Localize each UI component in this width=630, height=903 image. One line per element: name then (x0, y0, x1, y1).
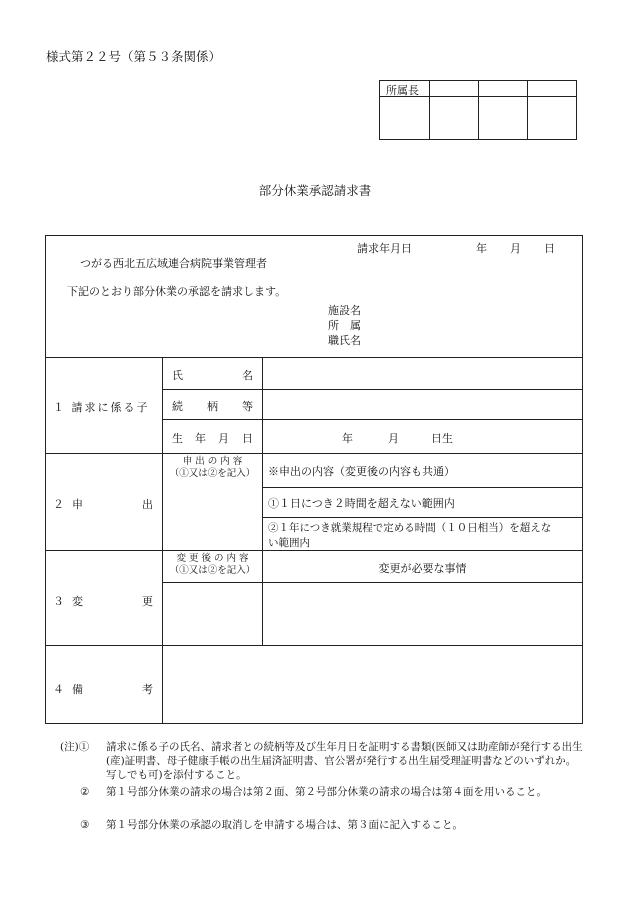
birthdate-label-1: 生 (172, 432, 183, 445)
stamp-column-line (429, 81, 430, 139)
request-statement: 下記のとおり部分休業の承認を請求します。 (67, 285, 287, 298)
row-divider (262, 487, 583, 488)
row-divider (162, 389, 583, 390)
row-divider (45, 550, 583, 551)
request-date-day: 日 (544, 242, 555, 255)
section2-label-a: 申 (72, 498, 83, 511)
relation-label-1: 続 (172, 400, 183, 413)
row-divider (262, 517, 583, 518)
request-date-year: 年 (476, 242, 487, 255)
section3-label-b: 更 (142, 595, 153, 608)
section3-number: ３ (53, 595, 64, 608)
department-label-1: 所 (328, 319, 339, 332)
request-date-label: 請求年月日 (357, 242, 412, 255)
document-title: 部分休業承認請求書 (258, 183, 372, 198)
facility-label: 施設名 (328, 304, 361, 317)
section4-number: ４ (53, 683, 64, 696)
section3-sub-line2: （①又は②を記入） (169, 565, 256, 576)
relation-label-3: 等 (242, 400, 253, 413)
note-2-mark: ② (80, 786, 90, 798)
note-2 (60, 785, 590, 813)
note-3 (60, 818, 590, 832)
option-2-line1: ②１年につき就業規程で定める時間（１０日相当）を超えな (268, 522, 552, 534)
department-label-2: 属 (350, 319, 361, 332)
birthdate-label-3: 月 (218, 432, 229, 445)
section3-label-a: 変 (72, 595, 83, 608)
application-content-note: ※申出の内容（変更後の内容も共通） (268, 465, 455, 478)
section2-label-b: 出 (142, 498, 153, 511)
request-date-month: 月 (510, 242, 521, 255)
note-1-text: 請求に係る子の氏名、請求者との続柄等及び生年月日を証明する書類(医師又は助産師が発行する出生(産)証明書、母子健康手帳の出生届済証明書、官公署が発行する出生届受理証明書などのいずれか。写しでも可)を添付すること。 (106, 741, 583, 781)
relation-label-2: 柄 (207, 400, 218, 413)
stamp-column-line (478, 81, 479, 139)
request-form-frame (45, 235, 583, 724)
addressee: つがる西北五広域連合病院事業管理者 (80, 257, 267, 270)
note-1-mark: (注)① (60, 741, 90, 753)
row-divider (45, 645, 583, 646)
note-1 (60, 740, 590, 782)
column-divider (262, 357, 263, 645)
section1-label: １ 請求に係る子 (53, 401, 150, 414)
section2-number: ２ (53, 498, 64, 511)
approval-label: 所属長 (386, 84, 419, 97)
birthdate-label-2: 年 (195, 432, 206, 445)
section3-sub-line1: 変 更 後 の 内 容 (176, 553, 249, 564)
column-divider (162, 357, 163, 724)
option-2-line2: い範囲内 (268, 537, 310, 549)
birth-day: 日生 (431, 432, 453, 445)
section2-sub-line2: （①又は②を記入） (169, 468, 256, 479)
stamp-column-line (527, 81, 528, 139)
note-3-text: 第１号部分休業の承認の取消しを申請する場合は、第３面に記入すること。 (106, 819, 463, 831)
note-2-text: 第１号部分休業の請求の場合は第２面、第２号部分休業の請求の場合は第４面を用いること。 (106, 786, 547, 798)
section4-label-b: 考 (142, 683, 153, 696)
reason-header: 変更が必要な事情 (378, 562, 467, 575)
row-divider (45, 357, 583, 358)
staff-name-label: 職氏名 (328, 334, 361, 347)
birth-year: 年 (342, 432, 353, 445)
option-1: ①１日につき２時間を超えない範囲内 (268, 497, 455, 510)
approval-stamp-box (379, 80, 577, 140)
form-number: 様式第２２号（第５３条関係） (46, 49, 222, 64)
birthdate-label-4: 日 (242, 432, 253, 445)
section4-label-a: 備 (72, 683, 83, 696)
row-divider (45, 453, 583, 454)
row-divider (162, 582, 583, 583)
section2-sub-line1: 申 出 の 内 容 (182, 456, 243, 467)
child-name-label-2: 名 (242, 369, 253, 382)
note-3-mark: ③ (80, 819, 90, 831)
child-name-label-1: 氏 (172, 369, 183, 382)
birth-month: 月 (388, 432, 399, 445)
row-divider (162, 419, 583, 420)
